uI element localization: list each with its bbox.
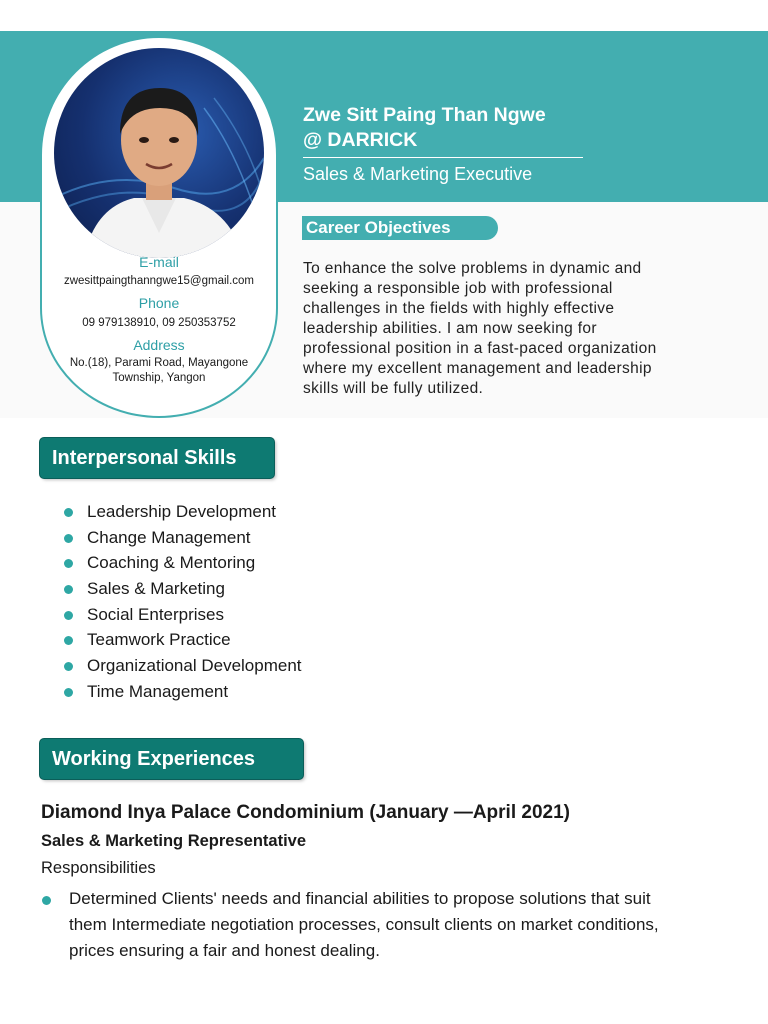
objective-line: where my excellent management and leadership xyxy=(303,360,652,377)
objective-line: challenges in the fields with highly effective xyxy=(303,300,615,317)
skill-label: Sales & Marketing xyxy=(87,579,225,599)
address-line-2: Township, Yangon xyxy=(112,372,206,384)
skill-label: Teamwork Practice xyxy=(87,630,231,650)
list-item xyxy=(64,602,302,628)
address-line-1: No.(18), Parami Road, Mayangone xyxy=(69,357,249,369)
career-objective-text xyxy=(303,259,733,399)
responsibility-text xyxy=(69,886,742,964)
phone-label: Phone xyxy=(138,295,180,311)
objective-line: seeking a responsible job with professional xyxy=(303,280,613,297)
career-objectives-heading: Career Objectives xyxy=(302,216,498,240)
skill-label: Leadership Development xyxy=(87,502,277,521)
job-subtitle: Sales & Marketing Executive xyxy=(303,164,533,184)
skill-label: Social Enterprises xyxy=(87,604,225,624)
bullet-dot-icon xyxy=(42,896,51,905)
profile-photo xyxy=(54,48,264,258)
working-experiences-heading: Working Experiences xyxy=(40,739,303,779)
bullet-dot-icon xyxy=(64,559,73,568)
list-item xyxy=(64,576,302,602)
skill-label: Time Management xyxy=(87,681,229,701)
responsibility-item xyxy=(42,886,742,964)
list-item xyxy=(64,679,302,705)
skill-label: Change Management xyxy=(87,527,251,547)
list-item xyxy=(64,653,302,679)
list-item xyxy=(64,627,302,653)
skill-label: Coaching & Mentoring xyxy=(87,553,256,573)
objective-line: leadership abilities. I am now seeking for xyxy=(303,320,597,337)
phone-block xyxy=(42,295,276,331)
list-item xyxy=(64,525,302,551)
responsibility-line: Determined Clients' needs and financial abilities to propose solutions that suit xyxy=(69,889,651,908)
bullet-dot-icon xyxy=(64,534,73,543)
responsibility-line: prices ensuring a fair and honest dealing. xyxy=(69,941,380,960)
bullet-dot-icon xyxy=(64,508,73,517)
list-item xyxy=(64,550,302,576)
profile-card xyxy=(40,36,278,418)
bullet-dot-icon xyxy=(64,611,73,620)
objective-line: professional position in a fast-paced organization xyxy=(303,340,657,357)
email-value[interactable]: zwesittpaingthanngwe15@gmail.com xyxy=(63,275,255,287)
bullet-dot-icon xyxy=(64,688,73,697)
email-label: E-mail xyxy=(139,254,179,270)
address-block xyxy=(42,337,276,386)
list-item xyxy=(64,499,302,525)
phone-value: 09 979138910, 09 250353752 xyxy=(82,317,236,329)
skills-list xyxy=(64,499,302,705)
bullet-dot-icon xyxy=(64,585,73,594)
skill-label: Organizational Development xyxy=(87,656,302,676)
interpersonal-skills-heading: Interpersonal Skills xyxy=(40,438,274,478)
address-label: Address xyxy=(133,337,185,353)
job-title: Diamond Inya Palace Condominium (January —April 2021) xyxy=(41,802,570,823)
email-block xyxy=(42,254,276,289)
responsibility-line: them Intermediate negotiation processes, consult clients on market conditions, xyxy=(69,915,659,934)
name-divider xyxy=(303,157,583,158)
name-line-2: @ DARRICK xyxy=(303,129,418,151)
objective-line: skills will be fully utilized. xyxy=(303,380,484,397)
job-role: Sales & Marketing Representative xyxy=(41,832,307,850)
responsibilities-label: Responsibilities xyxy=(41,859,156,877)
name-line-1: Zwe Sitt Paing Than Ngwe xyxy=(303,104,546,126)
person-name xyxy=(303,103,546,153)
objective-line: To enhance the solve problems in dynamic and xyxy=(303,260,642,277)
bullet-dot-icon xyxy=(64,662,73,671)
bullet-dot-icon xyxy=(64,636,73,645)
